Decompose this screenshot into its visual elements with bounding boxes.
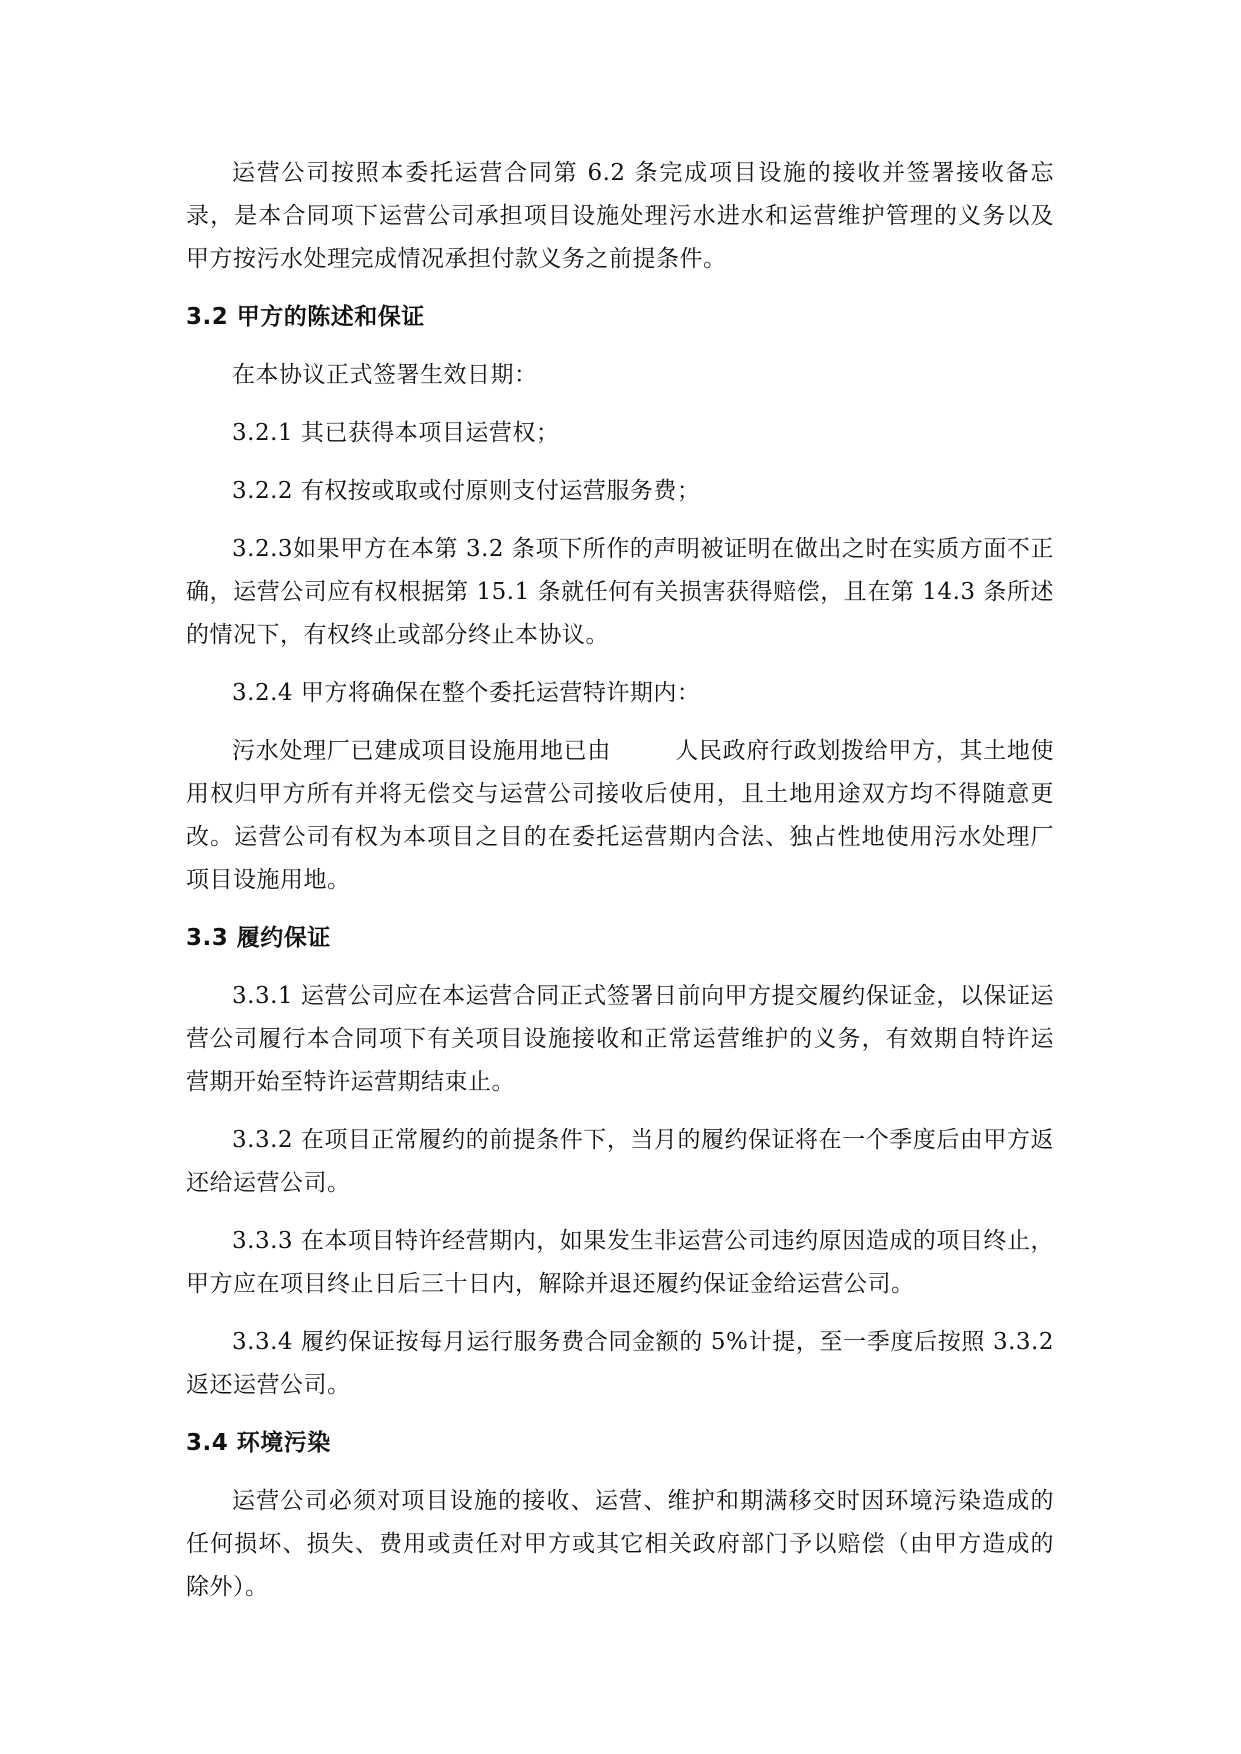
clause-3-3-1: 3.3.1 运营公司应在本运营合同正式签署日前向甲方提交履约保证金，以保证运营公司履行本合同项下有关项目设施接收和正常运营维护的义务，有效期自特许运营期开始至特许运营期结束止。: [186, 983, 1054, 1095]
clause-3-3-3: 3.3.3 在本项目特许经营期内，如果发生非运营公司违约原因造成的项目终止，甲方应在项目终止日后三十日内，解除并退还履约保证金给运营公司。: [186, 1228, 1054, 1297]
clause-3-2-2: 3.2.2 有权按或取或付原则支付运营服务费；: [232, 478, 701, 504]
paragraph-acceptance-precondition: 运营公司按照本委托运营合同第 6.2 条完成项目设施的接收并签署接收备忘录，是本合同项下运营公司承担项目设施处理污水进水和运营维护管理的义务以及甲方按污水处理完成情况承担付款义务之前提条件。: [186, 160, 1054, 272]
section-heading-3-3: 3.3 履约保证: [186, 925, 331, 951]
document-body: [186, 152, 1054, 1624]
clause-3-2-4: 3.2.4 甲方将确保在整个委托运营特许期内：: [232, 680, 701, 706]
paragraph-3-2-intro: 在本协议正式签署生效日期：: [232, 362, 538, 388]
clause-3-3-2: 3.3.2 在项目正常履约的前提条件下，当月的履约保证将在一个季度后由甲方返还给运营公司。: [186, 1127, 1054, 1196]
clause-3-2-1: 3.2.1 其已获得本项目运营权；: [232, 420, 560, 446]
paragraph-3-4-environment: 运营公司必须对项目设施的接收、运营、维护和期满移交时因环境污染造成的任何损坏、损失、费用或责任对甲方或其它相关政府部门予以赔偿（由甲方造成的除外）。: [186, 1488, 1054, 1600]
clause-3-2-4-land-use: [186, 730, 1054, 902]
section-heading-3-2: 3.2 甲方的陈述和保证: [186, 304, 425, 330]
land-use-text-start: 污水处理厂已建成项目设施用地已由: [232, 738, 611, 764]
clause-3-3-4: 3.3.4 履约保证按每月运行服务费合同金额的 5%计提，至一季度后按照 3.3.2 返还运营公司。: [186, 1329, 1054, 1398]
clause-3-2-3: 3.2.3如果甲方在本第 3.2 条项下所作的声明被证明在做出之时在实质方面不正确，运营公司应有权根据第 15.1 条就任何有关损害获得赔偿，且在第 14.3 条所述的情况下，有权终止或部分终止本协议。: [186, 536, 1054, 648]
section-heading-3-4: 3.4 环境污染: [186, 1430, 331, 1456]
land-use-text-end: 人民政府行政划拨给甲方，其土地使用权归甲方所有并将无偿交与运营公司接收后使用，且土地用途双方均不得随意更改。运营公司有权为本项目之目的在委托运营期内合法、独占性地使用污水处理厂项目设施用地。: [186, 738, 1054, 893]
